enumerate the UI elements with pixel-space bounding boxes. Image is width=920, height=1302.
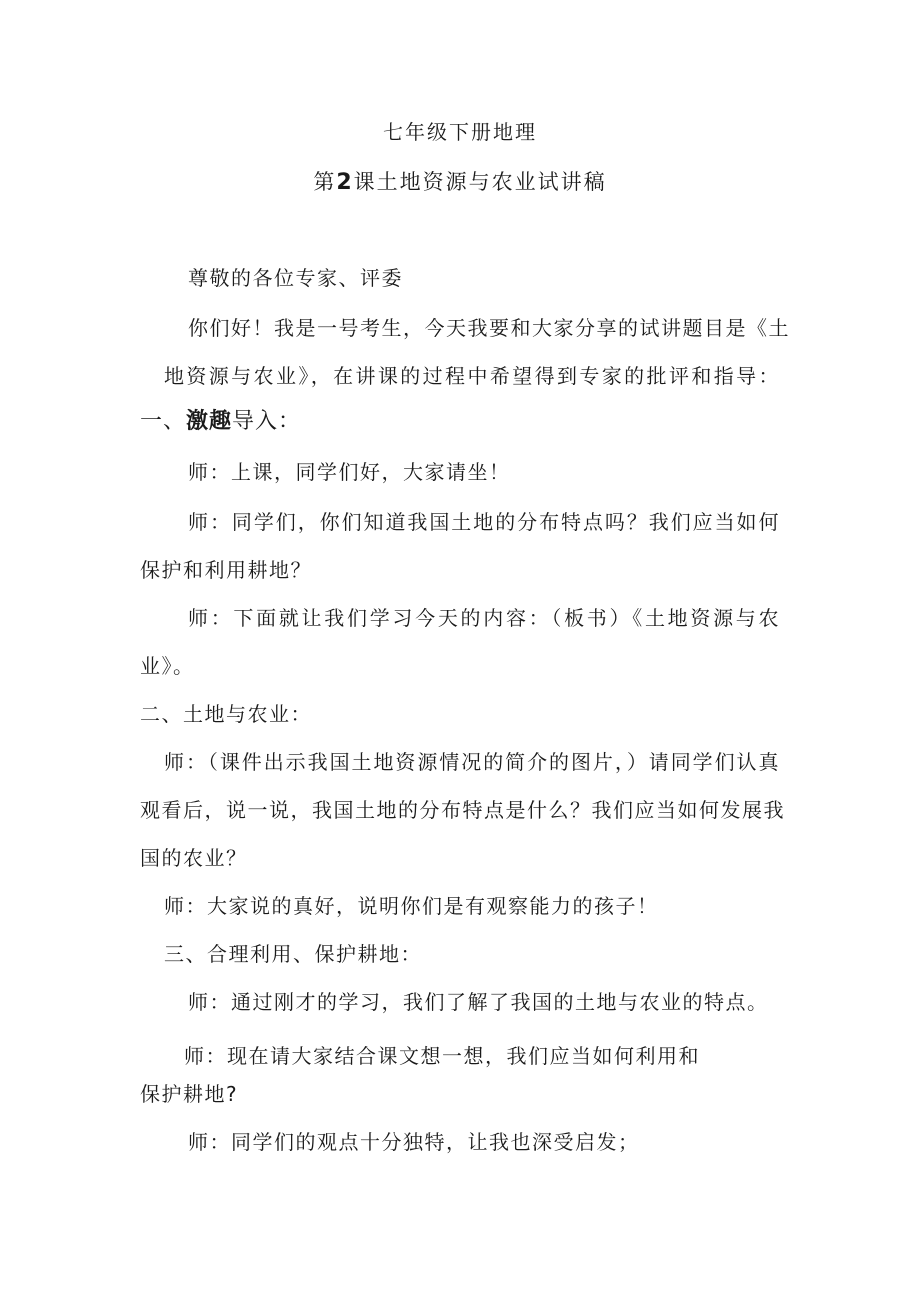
paragraph-2-line-1: 师：同学们，你们知道我国土地的分布特点吗？我们应当如何 [188,510,780,534]
paragraph-5: 师：大家说的真好，说明你们是有观察能力的孩子！ [164,894,659,918]
document-title: 七年级下册地理 [383,120,537,144]
paragraph-4-line-3: 国的农业？ [140,846,248,870]
paragraph-4-line-2: 观看后，说一说，我国土地的分布特点是什么？我们应当如何发展我 [140,798,785,822]
document-subtitle [0,168,920,197]
section-1-prefix: 一、 [140,409,187,434]
paragraph-2-line-2: 保护和利用耕地？ [140,558,312,582]
intro-line-2: 地资源与农业》，在讲课的过程中希望得到专家的批评和指导： [164,364,780,388]
section-1-rest: 导入： [232,409,302,434]
paragraph-6: 师：通过刚才的学习，我们了解了我国的土地与农业的特点。 [188,990,769,1014]
lesson-number: 2 [336,170,354,195]
paragraph-4-line-1: 师：（课件出示我国土地资源情况的简介的图片，）请同学们认真 [164,750,780,774]
section-heading-2: 二、土地与农业： [140,702,312,726]
paragraph-3-line-1: 师：下面就让我们学习今天的内容：（板书）《土地资源与农 [188,606,780,630]
paragraph-7-line-1: 师：现在请大家结合课文想一想，我们应当如何利用和 [184,1044,700,1068]
paragraph-3-line-2: 业》。 [140,654,195,678]
section-heading-1 [140,408,301,436]
section-1-bold: 激趣 [186,409,233,434]
intro-line-1: 你们好！我是一号考生，今天我要和大家分享的试讲题目是《土 [188,316,790,340]
section-heading-3: 三、合理利用、保护耕地： [164,942,422,966]
subtitle-rest: 课土地资源与农业试讲稿 [353,170,607,194]
paragraph-7-line-2: 保护耕地? [140,1082,239,1106]
paragraph-1: 师：上课，同学们好，大家请坐！ [188,460,511,484]
paragraph-8: 师：同学们的观点十分独特，让我也深受启发； [188,1130,640,1154]
subtitle-prefix: 第 [313,170,337,194]
greeting: 尊敬的各位专家、评委 [188,266,403,290]
